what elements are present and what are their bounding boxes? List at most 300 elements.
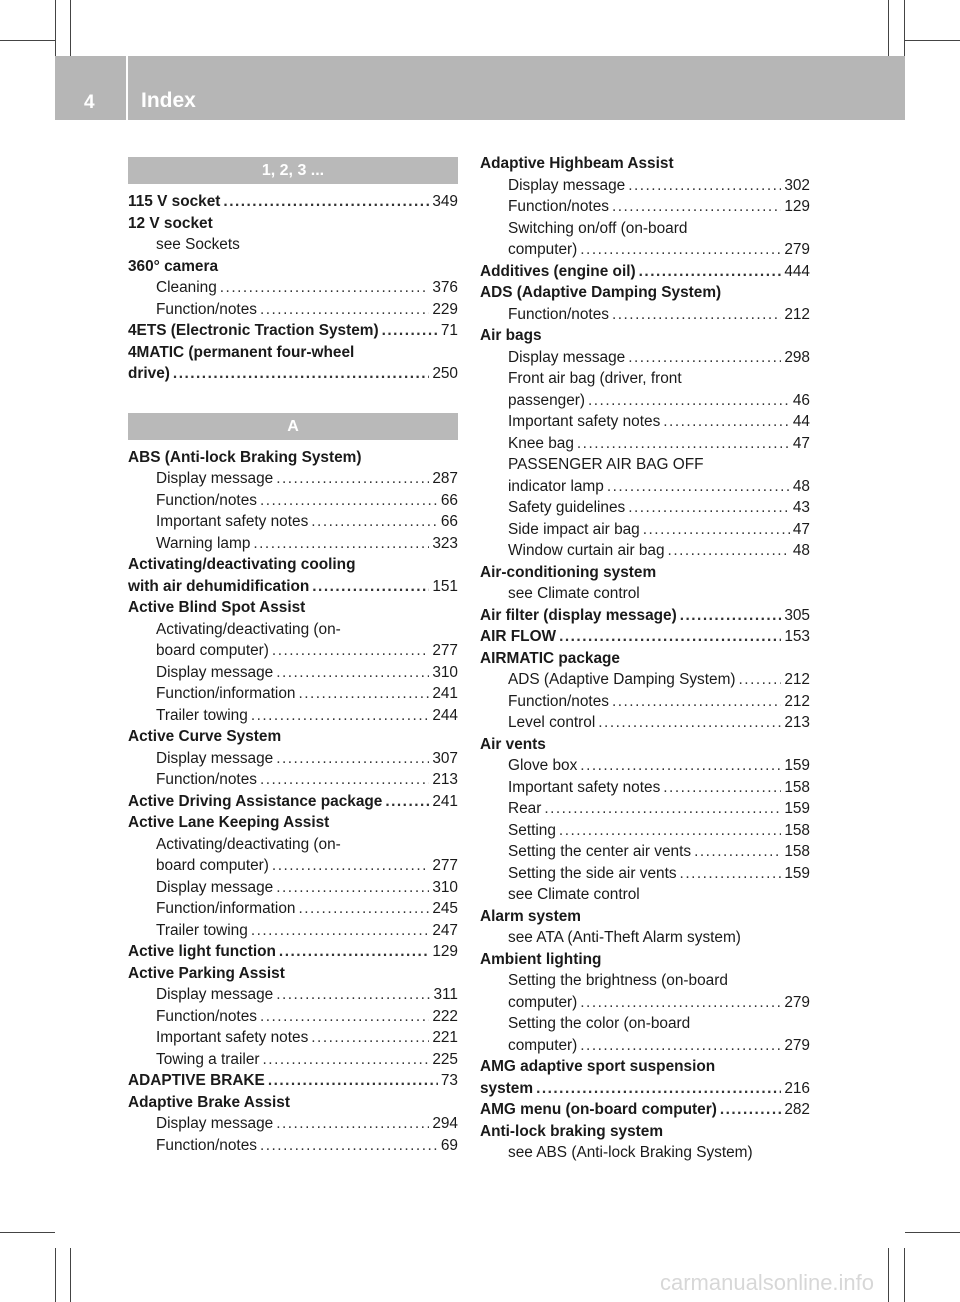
index-subentry — [480, 884, 810, 906]
entry-label: drive) — [128, 365, 170, 382]
index-subentry — [480, 497, 810, 519]
dot-leader — [223, 191, 429, 213]
entry-label: Active Blind Spot Assist — [128, 599, 306, 616]
index-subentry — [128, 877, 458, 899]
entry-label: Display message — [156, 749, 274, 767]
index-entry — [480, 1099, 810, 1121]
entry-label: Function/notes — [508, 305, 609, 323]
page-reference[interactable]: 444 — [784, 262, 810, 280]
index-subentry — [128, 533, 458, 555]
index-subentry — [128, 299, 458, 321]
page-reference[interactable]: 279 — [784, 1036, 810, 1054]
dot-leader — [253, 533, 429, 555]
entry-label: Display message — [508, 176, 626, 194]
entry-label: Activating/deactivating cooling — [128, 556, 356, 573]
entry-label: ADAPTIVE BRAKE — [128, 1072, 265, 1089]
index-subentry — [128, 984, 458, 1006]
entry-label: AMG adaptive sport suspension — [480, 1058, 716, 1075]
entry-label: Trailer towing — [156, 706, 248, 724]
page-reference[interactable]: 376 — [432, 279, 458, 296]
entry-label: Display message — [156, 470, 274, 487]
entry-label: Side impact air bag — [508, 520, 640, 538]
index-subentry — [480, 368, 810, 390]
entry-label: Function/notes — [156, 300, 257, 318]
page-reference[interactable]: 48 — [792, 477, 810, 495]
index-subentry — [128, 1006, 458, 1028]
index-subentry — [128, 920, 458, 942]
entry-label: with air dehumidification — [128, 577, 310, 595]
index-subentry — [480, 347, 810, 369]
entry-label: 4MATIC (permanent four-wheel — [128, 343, 355, 361]
index-subentry — [480, 433, 810, 455]
entry-label: 12 V socket — [128, 214, 213, 232]
page-reference[interactable]: 287 — [432, 470, 458, 487]
crop-mark — [905, 40, 960, 41]
index-subentry — [480, 540, 810, 562]
entry-label: computer) — [508, 241, 578, 258]
dot-leader — [536, 1078, 781, 1100]
entry-label: Function/information — [156, 685, 296, 702]
dot-leader — [628, 347, 781, 369]
dot-leader — [639, 261, 782, 283]
entry-label: Active Driving Assistance package — [128, 792, 383, 810]
entry-label: Active Parking Assist — [128, 964, 285, 982]
entry-label: Function/notes — [156, 771, 257, 788]
index-subentry — [480, 992, 810, 1014]
entry-label: Towing a trailer — [156, 1050, 260, 1068]
dot-leader — [628, 497, 790, 519]
page-reference[interactable]: 241 — [432, 792, 458, 810]
entry-label: Adaptive Brake Assist — [128, 1093, 290, 1111]
crop-mark — [888, 1248, 889, 1302]
entry-label: Display message — [156, 986, 274, 1003]
crop-mark — [55, 0, 56, 56]
index-entry — [480, 562, 810, 584]
index-subentry — [128, 834, 458, 856]
dot-leader — [382, 320, 438, 342]
entry-label: Display message — [156, 878, 274, 896]
crop-mark — [904, 0, 905, 56]
entry-label: Rear — [508, 800, 542, 817]
page-reference[interactable]: 69 — [440, 1136, 458, 1154]
page-reference[interactable]: 298 — [784, 348, 810, 366]
index-subentry — [480, 583, 810, 605]
index-column-left — [128, 153, 458, 1156]
entry-label: ADS (Adaptive Damping System) — [480, 284, 722, 301]
dot-leader — [298, 683, 429, 705]
entry-label: Setting the color (on-board — [508, 1015, 691, 1032]
index-subentry — [128, 490, 458, 512]
entry-label: Air bags — [480, 327, 542, 344]
index-subentry — [128, 1027, 458, 1049]
dot-leader — [220, 277, 430, 299]
page-reference[interactable]: 310 — [432, 878, 458, 896]
page-reference[interactable]: 66 — [440, 513, 458, 530]
dot-leader — [251, 920, 430, 942]
index-subentry — [480, 175, 810, 197]
crop-mark — [70, 0, 71, 56]
dot-leader — [668, 540, 790, 562]
entry-label: PASSENGER AIR BAG OFF — [508, 456, 704, 473]
entry-label: Setting the side air vents — [508, 864, 677, 882]
index-entry — [480, 605, 810, 627]
entry-label: indicator lamp — [508, 477, 604, 495]
entry-label: Knee bag — [508, 434, 574, 452]
header-divider — [126, 56, 128, 120]
index-subentry — [480, 519, 810, 541]
crop-mark — [888, 0, 889, 56]
dot-leader — [559, 820, 781, 842]
entry-label: Setting the center air vents — [508, 843, 692, 860]
dot-leader — [276, 1113, 429, 1135]
entry-label: passenger) — [508, 391, 585, 409]
dot-leader — [663, 411, 790, 433]
section-heading: 1, 2, 3 ... — [128, 157, 458, 184]
page-reference[interactable]: 159 — [784, 800, 810, 817]
entry-label: Function/information — [156, 900, 296, 917]
index-entry — [128, 576, 458, 598]
page-reference[interactable]: 244 — [432, 706, 458, 724]
index-subentry — [480, 454, 810, 476]
index-entry — [480, 1078, 810, 1100]
page-reference[interactable]: 48 — [792, 542, 810, 559]
index-entry — [480, 261, 810, 283]
entry-label: Function/notes — [156, 1007, 257, 1025]
index-subentry — [480, 777, 810, 799]
page-reference[interactable]: 159 — [784, 757, 810, 774]
index-subentry — [480, 1013, 810, 1035]
crop-mark — [70, 1248, 71, 1302]
index-subentry — [480, 390, 810, 412]
index-subentry — [480, 196, 810, 218]
dot-leader — [279, 941, 429, 963]
page-reference[interactable]: 213 — [784, 714, 810, 731]
index-entry — [128, 1092, 458, 1114]
index-subentry — [480, 863, 810, 885]
index-subentry — [128, 705, 458, 727]
page-reference[interactable]: 47 — [792, 434, 810, 452]
entry-label: Switching on/off (on-board — [508, 219, 688, 237]
index-subentry — [480, 239, 810, 261]
crop-mark — [904, 1248, 905, 1302]
index-entry — [128, 447, 458, 469]
entry-label: Active Curve System — [128, 728, 282, 745]
dot-leader — [173, 363, 429, 385]
index-entry — [128, 256, 458, 278]
page-reference[interactable]: 158 — [784, 778, 810, 796]
dot-leader — [276, 984, 430, 1006]
dot-leader — [694, 841, 781, 863]
index-subentry — [480, 820, 810, 842]
index-subentry — [128, 683, 458, 705]
index-entry — [480, 626, 810, 648]
page-reference[interactable]: 212 — [784, 692, 810, 710]
entry-label: Additives (engine oil) — [480, 262, 636, 280]
index-entry — [128, 191, 458, 213]
index-subentry — [480, 476, 810, 498]
entry-label: Function/notes — [508, 198, 609, 215]
index-entry — [128, 963, 458, 985]
dot-leader — [607, 476, 790, 498]
index-subentry — [480, 755, 810, 777]
index-entry — [128, 791, 458, 813]
entry-label: board computer) — [156, 642, 269, 659]
crop-mark — [55, 1248, 56, 1302]
dot-leader — [260, 1006, 429, 1028]
page-reference[interactable]: 277 — [432, 857, 458, 874]
index-entry — [128, 726, 458, 748]
entry-label: Safety guidelines — [508, 499, 626, 516]
crop-mark — [0, 1232, 55, 1233]
dot-leader — [588, 390, 790, 412]
index-subentry — [480, 411, 810, 433]
page-reference[interactable]: 307 — [432, 749, 458, 767]
page-reference[interactable]: 129 — [432, 943, 458, 960]
dot-leader — [311, 511, 438, 533]
entry-label: 115 V socket — [128, 193, 221, 210]
dot-leader — [559, 626, 781, 648]
index-subentry — [480, 712, 810, 734]
entry-label: Display message — [508, 348, 626, 366]
page-reference[interactable]: 305 — [784, 606, 810, 624]
page-reference[interactable]: 323 — [432, 534, 458, 552]
index-entry — [480, 648, 810, 670]
page-reference[interactable]: 349 — [432, 193, 458, 210]
entry-label: Active Lane Keeping Assist — [128, 814, 330, 831]
entry-label: Adaptive Highbeam Assist — [480, 155, 674, 172]
dot-leader — [276, 662, 429, 684]
dot-leader — [580, 992, 781, 1014]
entry-label: Glove box — [508, 757, 578, 774]
index-entry — [480, 1056, 810, 1078]
page-reference[interactable]: 44 — [792, 413, 810, 430]
dot-leader — [311, 1027, 429, 1049]
index-entry — [128, 941, 458, 963]
index-column-right — [480, 153, 810, 1164]
entry-label: Function/notes — [156, 491, 257, 509]
dot-leader — [276, 468, 429, 490]
index-subentry — [128, 277, 458, 299]
index-subentry — [128, 511, 458, 533]
crop-mark — [905, 1232, 960, 1233]
page-reference[interactable]: 153 — [784, 628, 810, 645]
index-subentry — [128, 662, 458, 684]
dot-leader — [260, 769, 429, 791]
page-reference[interactable]: 279 — [784, 241, 810, 258]
index-subentry — [480, 927, 810, 949]
page-reference[interactable]: 302 — [784, 176, 810, 194]
entry-label: Setting — [508, 821, 556, 839]
entry-label: Important safety notes — [156, 513, 309, 530]
entry-label: see Climate control — [508, 886, 640, 903]
entry-label: ABS (Anti-lock Braking System) — [128, 448, 362, 466]
page-reference[interactable]: 212 — [784, 305, 810, 323]
entry-label: Warning lamp — [156, 534, 251, 552]
index-subentry — [480, 218, 810, 240]
entry-label: Air vents — [480, 735, 546, 753]
index-entry — [480, 325, 810, 347]
page-reference[interactable]: 47 — [792, 520, 810, 538]
entry-label: Display message — [156, 663, 274, 681]
dot-leader — [739, 669, 782, 691]
index-entry — [128, 363, 458, 385]
page-reference[interactable]: 158 — [784, 843, 810, 860]
page-reference[interactable]: 159 — [784, 864, 810, 882]
dot-leader — [680, 605, 782, 627]
entry-label: ADS (Adaptive Damping System) — [508, 671, 736, 688]
index-entry — [128, 812, 458, 834]
page-reference[interactable]: 151 — [432, 577, 458, 595]
entry-label: Setting the brightness (on-board — [508, 972, 728, 989]
dot-leader — [260, 1135, 438, 1157]
index-subentry — [480, 1142, 810, 1164]
page-reference[interactable]: 279 — [784, 993, 810, 1011]
dot-leader — [385, 791, 429, 813]
entry-label: Ambient lighting — [480, 950, 602, 968]
index-subentry — [480, 841, 810, 863]
dot-leader — [544, 798, 781, 820]
index-subentry — [128, 855, 458, 877]
entry-label: computer) — [508, 993, 578, 1011]
page-reference[interactable]: 216 — [784, 1079, 810, 1097]
page-reference[interactable]: 73 — [440, 1072, 458, 1089]
entry-label: system — [480, 1079, 534, 1097]
index-subentry — [128, 619, 458, 641]
entry-label: Air-conditioning system — [480, 563, 657, 581]
entry-label: see ATA (Anti-Theft Alarm system) — [508, 929, 741, 946]
dot-leader — [580, 1035, 781, 1057]
index-entry — [128, 213, 458, 235]
entry-label: Active light function — [128, 943, 276, 960]
entry-label: Front air bag (driver, front — [508, 370, 682, 387]
index-subentry — [128, 1113, 458, 1135]
page-reference[interactable]: 222 — [432, 1007, 458, 1025]
dot-leader — [298, 898, 429, 920]
page-reference[interactable]: 282 — [784, 1101, 810, 1118]
entry-label: Important safety notes — [156, 1029, 309, 1046]
dot-leader — [598, 712, 781, 734]
page-reference[interactable]: 221 — [432, 1029, 458, 1046]
index-entry — [480, 1121, 810, 1143]
entry-label: AMG menu (on-board computer) — [480, 1101, 717, 1118]
entry-label: Trailer towing — [156, 921, 248, 939]
entry-label: 360° camera — [128, 257, 219, 275]
index-subentry — [128, 1049, 458, 1071]
page-title: Index — [141, 89, 196, 112]
index-subentry — [480, 669, 810, 691]
page-reference[interactable]: 229 — [432, 300, 458, 318]
entry-label: Function/notes — [508, 692, 609, 710]
dot-leader — [577, 433, 790, 455]
dot-leader — [612, 304, 781, 326]
dot-leader — [276, 748, 429, 770]
entry-label: AIR FLOW — [480, 628, 557, 645]
entry-label: 4ETS (Electronic Traction System) — [128, 322, 379, 339]
index-entry — [480, 949, 810, 971]
page-reference[interactable]: 245 — [432, 900, 458, 917]
page-reference[interactable]: 277 — [432, 642, 458, 659]
entry-label: AIRMATIC package — [480, 649, 620, 667]
page-reference[interactable]: 310 — [432, 663, 458, 681]
page-reference[interactable]: 43 — [792, 499, 810, 516]
entry-label: Activating/deactivating (on- — [156, 835, 341, 853]
index-subentry — [128, 1135, 458, 1157]
entry-label: Anti-lock braking system — [480, 1122, 664, 1140]
index-subentry — [128, 234, 458, 256]
page-number: 4 — [84, 92, 95, 113]
index-entry — [128, 342, 458, 364]
page-reference[interactable]: 294 — [432, 1115, 458, 1132]
index-entry — [480, 734, 810, 756]
index-entry — [480, 906, 810, 928]
dot-leader — [580, 755, 781, 777]
entry-label: Window curtain air bag — [508, 542, 665, 559]
page-reference[interactable]: 46 — [792, 391, 810, 409]
index-subentry — [480, 798, 810, 820]
index-subentry — [480, 691, 810, 713]
entry-label: Level control — [508, 714, 596, 731]
index-subentry — [128, 640, 458, 662]
index-subentry — [128, 468, 458, 490]
page-reference[interactable]: 71 — [440, 322, 458, 339]
dot-leader — [612, 196, 781, 218]
entry-label: Air filter (display message) — [480, 606, 677, 624]
entry-label: Cleaning — [156, 279, 217, 296]
index-entry — [480, 282, 810, 304]
entry-label: Function/notes — [156, 1136, 257, 1154]
index-subentry — [480, 304, 810, 326]
dot-leader — [268, 1070, 438, 1092]
index-entry — [128, 320, 458, 342]
dot-leader — [663, 777, 781, 799]
dot-leader — [628, 175, 781, 197]
page-reference[interactable]: 241 — [432, 685, 458, 702]
entry-label: computer) — [508, 1036, 578, 1054]
dot-leader — [612, 691, 781, 713]
dot-leader — [580, 239, 781, 261]
page-reference[interactable]: 66 — [440, 491, 458, 509]
page-reference[interactable]: 225 — [432, 1050, 458, 1068]
page-reference[interactable]: 311 — [433, 986, 458, 1003]
dot-leader — [643, 519, 790, 541]
dot-leader — [260, 299, 429, 321]
page-reference[interactable]: 212 — [784, 671, 810, 688]
dot-leader — [251, 705, 430, 727]
dot-leader — [263, 1049, 430, 1071]
index-entry — [128, 1070, 458, 1092]
index-entry — [480, 153, 810, 175]
dot-leader — [312, 576, 429, 598]
page-reference[interactable]: 250 — [432, 365, 458, 382]
entry-label: Activating/deactivating (on- — [156, 620, 341, 638]
entry-label: see Sockets — [156, 236, 240, 253]
page-reference[interactable]: 129 — [784, 198, 810, 215]
entry-label: board computer) — [156, 857, 269, 874]
page-reference[interactable]: 213 — [432, 771, 458, 788]
page-reference[interactable]: 247 — [432, 921, 458, 939]
entry-label: Important safety notes — [508, 778, 661, 796]
dot-leader — [272, 855, 429, 877]
index-subentry — [128, 769, 458, 791]
entry-label: Important safety notes — [508, 413, 661, 430]
dot-leader — [680, 863, 782, 885]
index-subentry — [128, 898, 458, 920]
page-reference[interactable]: 158 — [784, 821, 810, 839]
index-subentry — [480, 970, 810, 992]
index-subentry — [128, 748, 458, 770]
index-entry — [128, 597, 458, 619]
index-subentry — [480, 1035, 810, 1057]
